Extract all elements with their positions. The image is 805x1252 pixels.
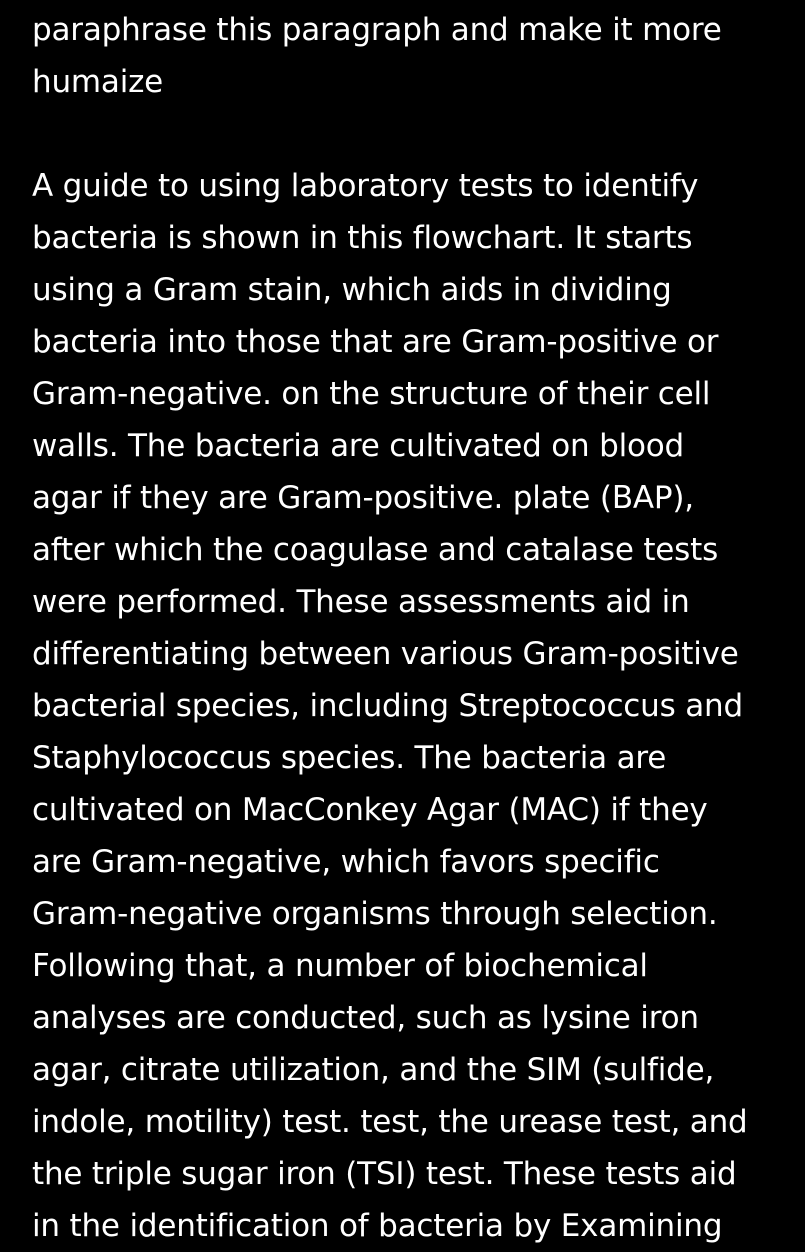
text-line: using a Gram stain, which aids in dividing — [32, 272, 672, 308]
text-line: analyses are conducted, such as lysine iron — [32, 1000, 699, 1036]
text-line: A guide to using laboratory tests to identify — [32, 168, 699, 204]
text-line: Gram-negative. on the structure of their cell — [32, 376, 711, 412]
text-line: the triple sugar iron (TSI) test. These tests aid — [32, 1156, 737, 1192]
text-line: differentiating between various Gram-positive — [32, 636, 739, 672]
text-line: Staphylococcus species. The bacteria are — [32, 740, 667, 776]
text-line: Following that, a number of biochemical — [32, 948, 648, 984]
text-line: Gram-negative organisms through selection. — [32, 896, 718, 932]
text-line: in the identification of bacteria by Examining — [32, 1208, 723, 1244]
text-line: paraphrase this paragraph and make it more — [32, 12, 722, 48]
text-line: bacteria into those that are Gram-positive or — [32, 324, 719, 360]
text-line: agar if they are Gram-positive. plate (BAP), — [32, 480, 694, 516]
prompt-text — [32, 4, 772, 108]
text-line: are Gram-negative, which favors specific — [32, 844, 660, 880]
text-line: bacteria is shown in this flowchart. It starts — [32, 220, 693, 256]
text-line: humaize — [32, 64, 164, 100]
text-line: agar, citrate utilization, and the SIM (sulfide, — [32, 1052, 715, 1088]
text-line: cultivated on MacConkey Agar (MAC) if they — [32, 792, 708, 828]
text-line: after which the coagulase and catalase tests — [32, 532, 719, 568]
text-line: indole, motility) test. test, the urease test, and — [32, 1104, 748, 1140]
text-line: walls. The bacteria are cultivated on blood — [32, 428, 685, 464]
text-line: bacterial species, including Streptococcus and — [32, 688, 743, 724]
text-line: were performed. These assessments aid in — [32, 584, 690, 620]
paragraph-text — [32, 160, 772, 1252]
